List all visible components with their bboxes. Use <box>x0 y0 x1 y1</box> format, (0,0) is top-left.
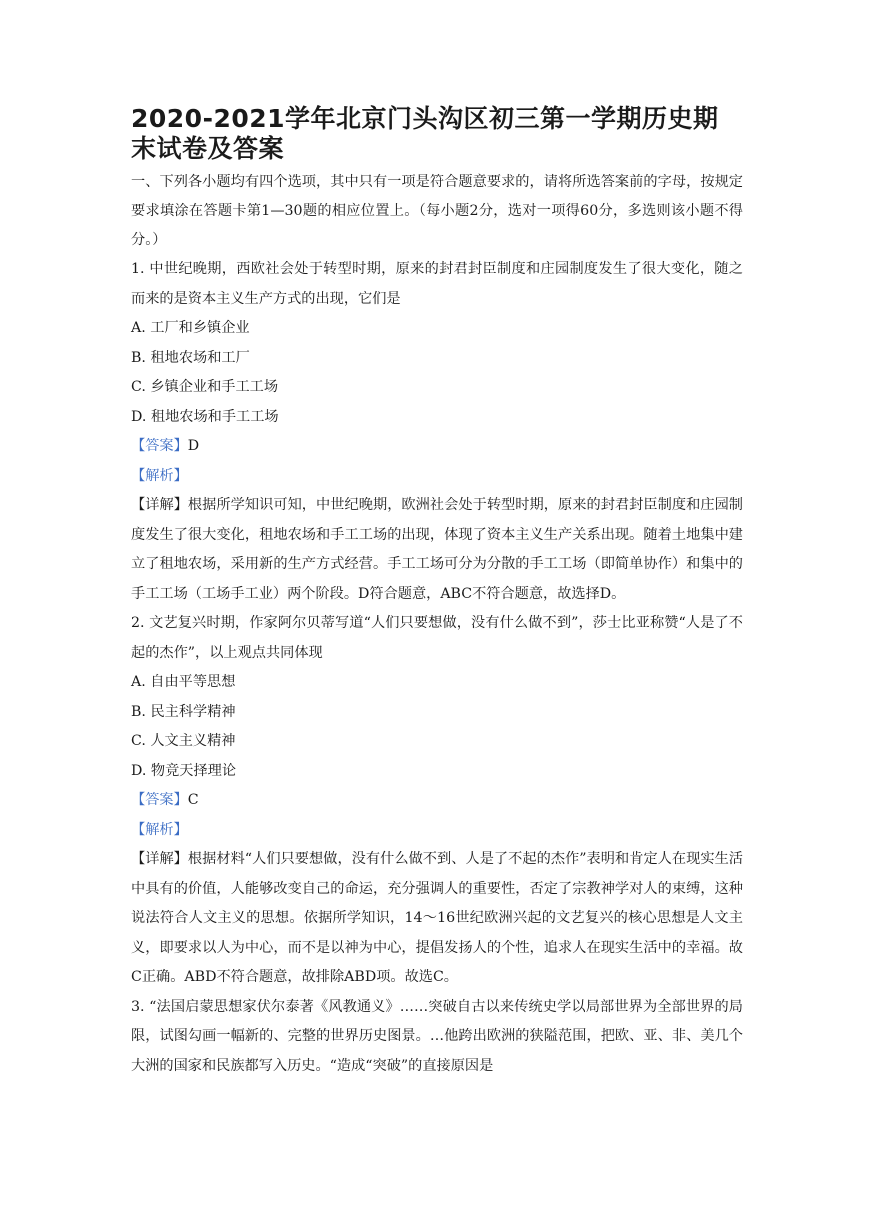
option-b: B. 租地农场和工厂 <box>131 349 250 366</box>
option-b: B. 民主科学精神 <box>131 703 236 720</box>
option-a: A. 自由平等思想 <box>131 674 236 690</box>
option-c: C. 人文主义精神 <box>131 733 236 749</box>
option-a: A. 工厂和乡镇企业 <box>131 320 250 336</box>
answer-value: C <box>187 792 199 808</box>
answer-label: 【答案】 <box>131 438 188 454</box>
option-d: D. 物竞天择理论 <box>131 762 237 779</box>
question-2 <box>131 609 743 993</box>
answer-label: 【答案】 <box>131 792 188 808</box>
question-stem: 3. “法国启蒙思想家伏尔泰著《风教通义》……突破自古以来传统史学以局部世界为全部世界的局限，试图勾画一幅新的、完整的世界历史图景。…他跨出欧洲的狭隘范围，把欧、亚、非、美几个大洲的国家和民族都写入历史。“造成“突破”的直接原因是 <box>131 998 743 1074</box>
question-1 <box>131 255 743 609</box>
answer-line <box>131 786 743 816</box>
question-stem: 1. 中世纪晚期，西欧社会处于转型时期，原来的封君封臣制度和庄园制度发生了很大变化，随之而来的是资本主义生产方式的出现，它们是 <box>131 261 743 307</box>
detail-explanation: 【详解】根据所学知识可知，中世纪晚期，欧洲社会处于转型时期，原来的封君封臣制度和庄园制度发生了很大变化，租地农场和手工工场的出现，体现了资本主义生产关系出现。随着土地集中建立了租地农场，采用新的生产方式经营。手工工场可分为分散的手工工场（即简单协作）和集中的手工工场（工场手工业）两个阶段。D符合题意，ABC不符合题意，故选择D。 <box>131 497 743 602</box>
option-c: C. 乡镇企业和手工工场 <box>131 379 279 395</box>
analysis-label: 【解析】 <box>131 821 188 838</box>
document-title: 2020-2021学年北京门头沟区初三第一学期历史期末试卷及答案 <box>131 104 719 163</box>
section-instructions: 一、下列各小题均有四个选项，其中只有一项是符合题意要求的，请将所选答案前的字母，按规定要求填涂在答题卡第1—30题的相应位置上。（每小题2分，选对一项得60分，多选则该小题不得分。） <box>131 174 743 248</box>
detail-explanation: 【详解】根据材料“人们只要想做，没有什么做不到、人是了不起的杰作”表明和肯定人在现实生活中具有的价值，人能够改变自己的命运，充分强调人的重要性，否定了宗教神学对人的束缚，这种说法符合人文主义的思想。依据所学知识，14～16世纪欧洲兴起的文艺复兴的核心思想是人文主义，即要求以人为中心，而不是以神为中心，提倡发扬人的个性，追求人在现实生活中的幸福。故C正确。ABD不符合题意，故排除ABD项。故选C。 <box>131 851 743 985</box>
option-d: D. 租地农场和手工工场 <box>131 408 279 425</box>
answer-value: D <box>187 438 200 454</box>
question-stem: 2. 文艺复兴时期，作家阿尔贝蒂写道“人们只要想做，没有什么做不到”，莎士比亚称赞“人是了不起的杰作”，以上观点共同体现 <box>131 615 743 661</box>
analysis-label: 【解析】 <box>131 467 188 484</box>
question-3 <box>131 993 743 1082</box>
answer-line <box>131 432 743 462</box>
